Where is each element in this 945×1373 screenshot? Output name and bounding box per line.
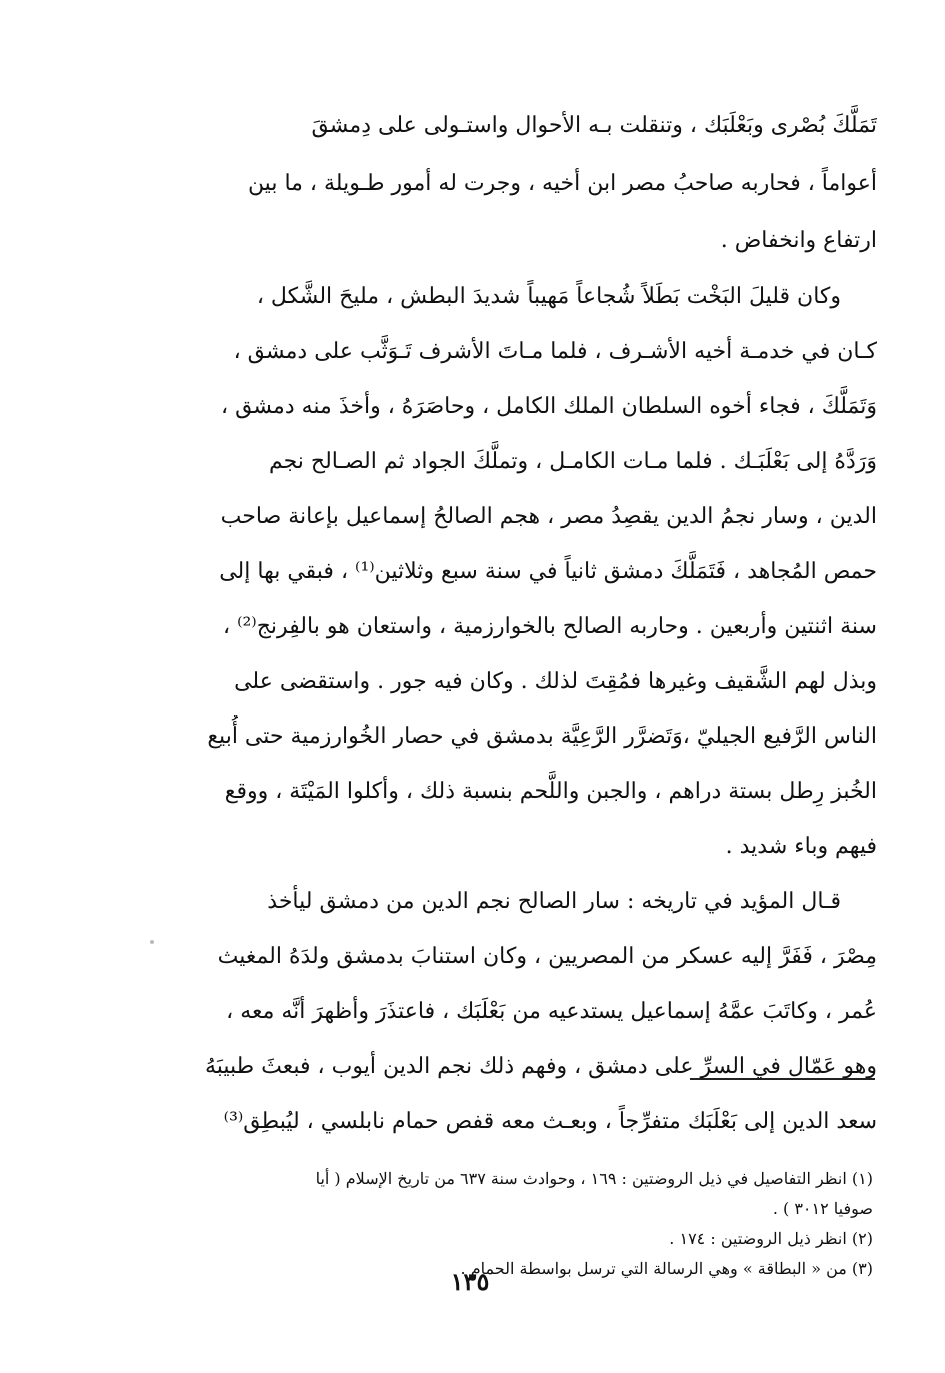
text-line: وَرَدَّهُ إلى بَعْلَبَـك . فلما مـات الكامـل ، وتملَّكَ الجواد ثم الصـالح نجم: [268, 449, 877, 474]
text-line: فيهم وباء شديد .: [725, 834, 877, 859]
text-line: أعواماً ، فحاربه صاحبُ مصر ابن أخيه ، وجرت له أمور طـويلة ، ما بين: [247, 171, 877, 196]
text-line: الناس الرَّفيع الجيليّ ،وَتَضرَّر الرَّعِيَّة بدمشق في حصار الخُوارزمية حتى أُبيع: [207, 724, 877, 749]
text-line: سعد الدين إلى بَعْلَبَك متفرِّجاً ، وبعـث معه قفص حمام نابلسي ، ليُبطِق⁽³⁾: [223, 1109, 877, 1134]
text-line: قـال المؤيد في تاريخه : سار الصالح نجم الدين من دمشق ليأخذ: [267, 889, 841, 914]
text-line: مِصْرَ ، فَفَرَّ إليه عسكر من المصريين ، وكان استنابَ بدمشق ولدَهُ المغيث: [217, 944, 877, 969]
text-line: وَتَمَلَّكَ ، فجاء أخوه السلطان الملك الكامل ، وحاصَرَهُ ، وأخذَ منه دمشق ،: [220, 394, 877, 419]
text-line: ارتفاع وانخفاض .: [720, 228, 877, 253]
footnote-line: (٢) انظر ذيل الروضتين : ١٧٤ .: [669, 1229, 873, 1248]
footnote-line: (١) انظر التفاصيل في ذيل الروضتين : ١٦٩ ، وحوادث سنة ٦٣٧ من تاريخ الإسلام ( أيا: [315, 1169, 873, 1188]
text-line: تَمَلَّكَ بُصْرى وبَعْلَبَك ، وتنقلت بـه الأحوال واستـولى على دِمشقَ: [311, 113, 877, 138]
text-line: كـان في خدمـة أخيه الأشـرف ، فلما مـاتَ الأشرف تَـوَثَّب على دمشق ،: [233, 339, 877, 364]
text-line: الخُبز رِطل بستة دراهم ، والجبن واللَّحم بنسبة ذلك ، وأكلوا المَيْتَة ، ووقع: [224, 779, 877, 804]
text-line: سنة اثنتين وأربعين . وحاربه الصالح بالخوارزمية ، واستعان هو بالفِرنج⁽²⁾ ،: [222, 614, 877, 639]
footnote-line: (٣) من « البطاقة » وهي الرسالة التي ترسل بواسطة الحمام .: [460, 1259, 873, 1278]
page-number: ١٣٥: [450, 1267, 490, 1296]
margin-mark: [150, 940, 154, 944]
text-line: وبذل لهم الشَّقيف وغيرها فمُقِتَ لذلك . وكان فيه جور . واستقضى على: [234, 669, 877, 694]
text-line: وكان قليلَ البَخْت بَطَلاً شُجاعاً مَهيباً شديدَ البطش ، مليحَ الشَّكل ،: [256, 284, 841, 309]
footnote-separator: [690, 1078, 875, 1080]
text-line: حمص المُجاهد ، فَتَمَلَّكَ دمشق ثانياً في سنة سبع وثلاثين⁽¹⁾ ، فبقي بها إلى: [219, 559, 877, 584]
footnote-line: صوفيا ٣٠١٢ ) .: [772, 1199, 873, 1218]
text-line: الدين ، وسار نجمُ الدين يقصِدُ مصر ، هجم الصالحُ إسماعيل بإعانة صاحب: [220, 504, 877, 529]
text-line: عُمر ، وكاتَبَ عمَّهُ إسماعيل يستدعيه من بَعْلَبَك ، فاعتذَرَ وأظهرَ أنَّه معه ،: [226, 999, 877, 1024]
text-line: وهو عَمّال في السرِّ على دمشق ، وفهم ذلك نجم الدين أيوب ، فبعثَ طبيبَهُ: [204, 1054, 877, 1079]
